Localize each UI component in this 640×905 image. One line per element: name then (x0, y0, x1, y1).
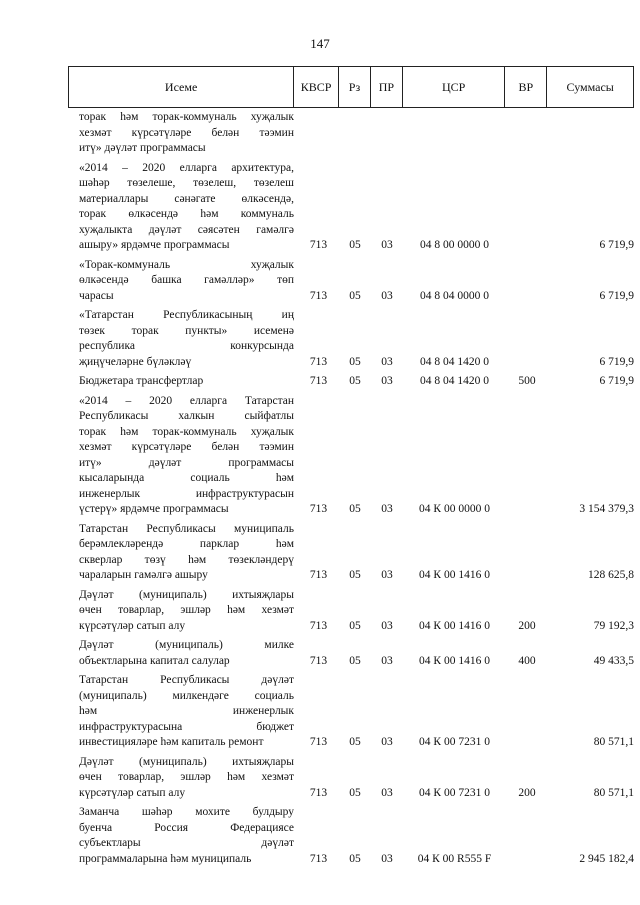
row-name-line: җиңүчеләрне бүләкләү (79, 355, 192, 368)
row-tsr: 04 К 00 7231 0 (419, 786, 490, 799)
row-tsr: 04 8 04 1420 0 (420, 375, 489, 387)
table-row (68, 394, 634, 518)
row-pr: 03 (381, 503, 393, 515)
row-kvsr: 713 (309, 852, 328, 865)
row-rz: 05 (349, 654, 361, 667)
row-name-line: материаллары сәнәгате өлкәсендә, (79, 192, 294, 205)
row-sum: 80 571,1 (593, 786, 634, 799)
row-name-line: инженерлык инфраструктурасын (79, 487, 294, 500)
row-name (68, 673, 294, 751)
row-tsr: 04 К 00 1416 0 (419, 654, 490, 667)
header-pr: ПР (371, 67, 403, 107)
table-row (68, 161, 634, 254)
header-tsr: ЦСР (403, 67, 506, 107)
row-tsr: 04 8 04 1420 0 (420, 355, 489, 368)
row-vr: 200 (518, 619, 536, 632)
row-kvsr: 713 (309, 503, 328, 515)
row-name-line: төзек торак пункты» исеменә (79, 324, 294, 337)
row-name-line: Дәүләт (муниципаль) ихтыяҗлары (79, 755, 294, 768)
row-name-line: торак өлкәсендә һәм коммуналь (79, 208, 294, 220)
row-name-line: Татарстан Республикасы дәүләт (79, 674, 294, 686)
row-name-line: кысаларында социаль һәм (79, 472, 294, 484)
row-name (68, 394, 294, 518)
row-name-line: инвестицияләре һәм капиталь ремонт (79, 736, 264, 748)
row-pr: 03 (381, 786, 393, 799)
row-name-line: күрсәтүләр сатып алу (79, 619, 186, 632)
row-kvsr: 713 (309, 654, 328, 667)
row-name-line: Республикасы халкын сыйфатлы (79, 410, 294, 422)
table-body (68, 110, 634, 871)
row-name-line: буенча Россия Федерациясе (79, 821, 294, 834)
row-name-line: «Торак-коммуналь хуҗалык (79, 258, 294, 271)
row-name (68, 638, 294, 669)
table-row (68, 110, 634, 157)
row-name-line: Бюджетара трансфертлар (79, 375, 204, 387)
row-rz: 05 (349, 736, 361, 748)
table-row (68, 805, 634, 867)
row-sum: 80 571,1 (593, 736, 634, 748)
row-sum: 6 719,9 (599, 239, 634, 251)
row-name-line: Дәүләт (муниципаль) милке (79, 639, 294, 651)
table-row (68, 755, 634, 802)
row-rz: 05 (349, 503, 361, 515)
row-name-line: торак һәм торак-коммуналь хуҗалык (79, 111, 294, 123)
row-sum: 128 625,8 (588, 569, 634, 581)
row-vr: 500 (518, 375, 536, 387)
row-name (68, 161, 294, 254)
row-name (68, 588, 294, 635)
row-tsr: 04 К 00 7231 0 (419, 736, 490, 748)
row-tsr: 04 К 00 1416 0 (419, 569, 490, 581)
table-row (68, 588, 634, 635)
header-sum: Суммасы (566, 79, 614, 94)
row-sum: 3 154 379,3 (579, 503, 634, 515)
row-pr: 03 (381, 736, 393, 748)
row-kvsr: 713 (309, 289, 328, 302)
row-name-line: торак һәм торак-коммуналь хуҗалык (79, 425, 294, 438)
row-name (68, 110, 294, 157)
row-name-line: «Татарстан Республикасының иң (79, 309, 294, 321)
row-vr: 400 (518, 654, 536, 667)
row-sum: 2 945 182,4 (579, 852, 634, 865)
row-name-line: Заманча шәһәр мохите булдыру (79, 806, 294, 818)
row-name-line: (муниципаль) милкендәге социаль (79, 689, 294, 702)
row-pr: 03 (381, 239, 393, 251)
row-kvsr: 713 (309, 736, 328, 748)
row-name-line: күрсәтүләр сатып алу (79, 786, 186, 799)
row-name-line: хезмәт күрсәтүләре белән тәэмин (79, 126, 294, 139)
table-row (68, 522, 634, 584)
table-row (68, 673, 634, 751)
header-vr: ВР (505, 67, 547, 107)
header-kvsr: КВСР (294, 67, 339, 107)
row-name-line: Татарстан Республикасы муниципаль (79, 522, 294, 535)
row-kvsr: 713 (309, 619, 328, 632)
row-sum: 79 192,3 (593, 619, 634, 632)
row-name (68, 308, 294, 370)
row-tsr: 04 К 00 0000 0 (419, 503, 490, 515)
row-name-line: Дәүләт (муниципаль) ихтыяҗлары (79, 588, 294, 601)
row-kvsr: 713 (309, 375, 328, 387)
row-sum: 6 719,9 (599, 289, 634, 302)
row-name-line: өчен товарлар, эшләр һәм хезмәт (79, 771, 294, 783)
row-sum: 49 433,5 (593, 654, 634, 667)
row-kvsr: 713 (309, 569, 328, 581)
row-pr: 03 (381, 569, 393, 581)
header-name: Исеме (69, 67, 294, 107)
row-name-line: өчен товарлар, эшләр һәм хезмәт (79, 604, 294, 616)
table-row (68, 638, 634, 669)
row-name-line: чарасы (79, 289, 114, 302)
row-name (68, 755, 294, 802)
table-row (68, 258, 634, 305)
row-name-line: скверлар төзү һәм төзекләндерү (79, 553, 294, 566)
row-name-line: хуҗалыкта дәүләт сәясәтен гамәлгә (79, 223, 294, 236)
header-rz: Рз (339, 67, 371, 107)
row-sum: 6 719,9 (599, 355, 634, 368)
row-name-line: һәм инженерлык (79, 705, 294, 717)
row-tsr: 04 8 00 0000 0 (420, 239, 489, 251)
row-name (68, 805, 294, 867)
row-vr: 200 (518, 786, 536, 799)
row-name (68, 522, 294, 584)
row-pr: 03 (381, 289, 393, 302)
row-name-line: үстерү» ярдәмче программасы (79, 503, 229, 515)
row-name-line: шәһәр төзелеше, төзелеш, төзелеш (79, 177, 294, 189)
row-rz: 05 (349, 619, 361, 632)
page-number: 147 (310, 36, 330, 51)
row-name-line: программаларына һәм муниципаль (79, 852, 252, 865)
row-rz: 05 (349, 569, 361, 581)
row-name-line: республика конкурсында (79, 340, 294, 352)
row-name-line: «2014 – 2020 елларга архитектура, (79, 161, 294, 174)
table-header (68, 66, 634, 108)
row-kvsr: 713 (309, 355, 328, 368)
row-kvsr: 713 (309, 239, 328, 251)
row-name (68, 258, 294, 305)
row-rz: 05 (349, 289, 361, 302)
row-sum: 6 719,9 (599, 375, 634, 387)
row-name-line: объектларына капитал салулар (79, 654, 230, 667)
row-pr: 03 (381, 654, 393, 667)
row-name-line: инфраструктурасына бюджет (79, 720, 294, 733)
row-name-line: итү» дәүләт программасы (79, 456, 294, 469)
row-name (68, 374, 294, 390)
row-pr: 03 (381, 355, 393, 368)
row-rz: 05 (349, 355, 361, 368)
row-name-line: хезмәт күрсәтүләре белән тәэмин (79, 441, 294, 453)
table-row (68, 374, 634, 390)
row-name-line: «2014 – 2020 елларга Татарстан (79, 394, 294, 407)
row-tsr: 04 К 00 R555 F (417, 852, 492, 865)
row-name-line: өлкәсендә башка гамәлләр» төп (79, 274, 294, 286)
row-name-line: итү» дәүләт программасы (79, 142, 206, 154)
row-rz: 05 (349, 239, 361, 251)
row-tsr: 04 К 00 1416 0 (419, 619, 490, 632)
row-name-line: берәмлекләрендә парклар һәм (79, 538, 294, 550)
row-pr: 03 (381, 619, 393, 632)
row-tsr: 04 8 04 0000 0 (420, 289, 489, 302)
row-name-line: субъектлары дәүләт (79, 837, 294, 849)
row-rz: 05 (349, 375, 361, 387)
row-rz: 05 (349, 852, 361, 865)
row-pr: 03 (381, 852, 393, 865)
row-kvsr: 713 (309, 786, 328, 799)
row-pr: 03 (381, 375, 393, 387)
row-name-line: чараларын гамәлгә ашыру (79, 569, 208, 581)
row-rz: 05 (349, 786, 361, 799)
table-row (68, 308, 634, 370)
row-name-line: ашыру» ярдәмче программасы (79, 239, 230, 251)
